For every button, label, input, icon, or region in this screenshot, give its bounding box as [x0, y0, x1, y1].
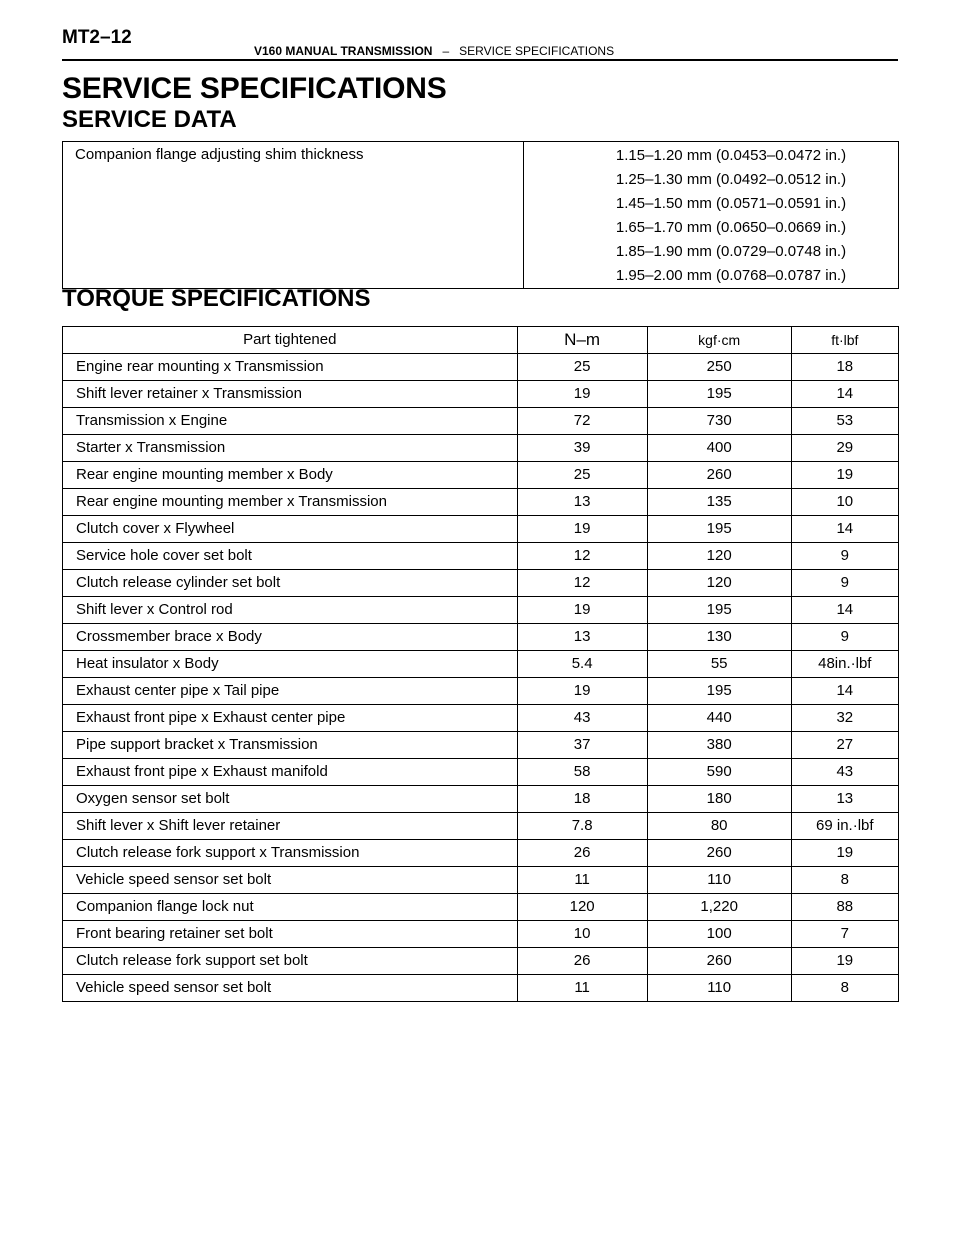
column-header-ft-lbf: ft·lbf: [791, 327, 898, 354]
torque-kgf-cm: 730: [647, 408, 791, 435]
torque-ft-lbf: 32: [791, 705, 898, 732]
table-row: [63, 867, 899, 894]
torque-nm: 58: [517, 759, 647, 786]
part-name: Vehicle speed sensor set bolt: [63, 867, 518, 894]
torque-ft-lbf: 27: [791, 732, 898, 759]
table-row: [63, 921, 899, 948]
torque-ft-lbf: 14: [791, 516, 898, 543]
torque-kgf-cm: 260: [647, 840, 791, 867]
torque-ft-lbf: 29: [791, 435, 898, 462]
table-row: [63, 840, 899, 867]
torque-ft-lbf: 19: [791, 840, 898, 867]
service-data-table: [62, 141, 899, 289]
shim-thickness-value: 1.95–2.00 mm (0.0768–0.0787 in.): [615, 267, 847, 284]
torque-nm: 120: [517, 894, 647, 921]
torque-ft-lbf: 69 in.·lbf: [791, 813, 898, 840]
torque-kgf-cm: 380: [647, 732, 791, 759]
table-row: [63, 705, 899, 732]
torque-ft-lbf: 48in.·lbf: [791, 651, 898, 678]
table-row: [63, 786, 899, 813]
torque-kgf-cm: 590: [647, 759, 791, 786]
service-data-values: [524, 142, 899, 289]
torque-kgf-cm: 250: [647, 354, 791, 381]
torque-nm: 19: [517, 678, 647, 705]
torque-nm: 19: [517, 516, 647, 543]
table-row: [63, 597, 899, 624]
torque-nm: 7.8: [517, 813, 647, 840]
torque-nm: 72: [517, 408, 647, 435]
torque-kgf-cm: 195: [647, 516, 791, 543]
shim-thickness-value: 1.15–1.20 mm (0.0453–0.0472 in.): [615, 147, 847, 164]
part-name: Exhaust front pipe x Exhaust center pipe: [63, 705, 518, 732]
section-name: V160 MANUAL TRANSMISSION: [254, 44, 433, 58]
part-name: Transmission x Engine: [63, 408, 518, 435]
torque-kgf-cm: 135: [647, 489, 791, 516]
table-row: [63, 651, 899, 678]
torque-kgf-cm: 260: [647, 462, 791, 489]
part-name: Rear engine mounting member x Body: [63, 462, 518, 489]
page-number: MT2–12: [62, 27, 132, 48]
torque-specifications-heading: TORQUE SPECIFICATIONS: [62, 285, 371, 312]
shim-thickness-value: 1.85–1.90 mm (0.0729–0.0748 in.): [615, 243, 847, 260]
torque-ft-lbf: 14: [791, 678, 898, 705]
table-row: [63, 543, 899, 570]
service-data-heading: SERVICE DATA: [62, 106, 237, 133]
table-row: [63, 435, 899, 462]
table-row: [63, 975, 899, 1002]
torque-nm: 11: [517, 867, 647, 894]
torque-ft-lbf: 9: [791, 570, 898, 597]
part-name: Clutch release fork support set bolt: [63, 948, 518, 975]
torque-nm: 11: [517, 975, 647, 1002]
torque-nm: 19: [517, 381, 647, 408]
part-name: Clutch release fork support x Transmission: [63, 840, 518, 867]
shim-thickness-value: 1.45–1.50 mm (0.0571–0.0591 in.): [615, 195, 847, 212]
part-name: Crossmember brace x Body: [63, 624, 518, 651]
part-name: Starter x Transmission: [63, 435, 518, 462]
torque-ft-lbf: 9: [791, 543, 898, 570]
torque-ft-lbf: 10: [791, 489, 898, 516]
part-name: Companion flange lock nut: [63, 894, 518, 921]
page-header: [62, 24, 898, 62]
table-row: [63, 624, 899, 651]
torque-nm: 39: [517, 435, 647, 462]
part-name: Pipe support bracket x Transmission: [63, 732, 518, 759]
part-name: Exhaust front pipe x Exhaust manifold: [63, 759, 518, 786]
torque-kgf-cm: 110: [647, 975, 791, 1002]
part-name: Shift lever x Control rod: [63, 597, 518, 624]
part-name: Shift lever retainer x Transmission: [63, 381, 518, 408]
torque-table-body: [63, 354, 899, 1002]
torque-ft-lbf: 88: [791, 894, 898, 921]
torque-nm: 25: [517, 462, 647, 489]
torque-nm: 12: [517, 570, 647, 597]
page-title: SERVICE SPECIFICATIONS: [62, 72, 447, 105]
header-separator: –: [442, 44, 450, 58]
part-name: Rear engine mounting member x Transmission: [63, 489, 518, 516]
torque-nm: 13: [517, 624, 647, 651]
shim-thickness-value: 1.65–1.70 mm (0.0650–0.0669 in.): [615, 219, 847, 236]
part-name: Exhaust center pipe x Tail pipe: [63, 678, 518, 705]
torque-kgf-cm: 260: [647, 948, 791, 975]
torque-ft-lbf: 19: [791, 462, 898, 489]
torque-kgf-cm: 130: [647, 624, 791, 651]
column-header-part: Part tightened: [63, 327, 518, 354]
table-row: [63, 516, 899, 543]
torque-nm: 10: [517, 921, 647, 948]
subsection-name: SERVICE SPECIFICATIONS: [459, 44, 615, 58]
torque-kgf-cm: 120: [647, 570, 791, 597]
table-row: [63, 813, 899, 840]
torque-nm: 12: [517, 543, 647, 570]
torque-nm: 18: [517, 786, 647, 813]
table-row: [63, 732, 899, 759]
torque-kgf-cm: 120: [647, 543, 791, 570]
torque-kgf-cm: 400: [647, 435, 791, 462]
torque-nm: 25: [517, 354, 647, 381]
part-name: Vehicle speed sensor set bolt: [63, 975, 518, 1002]
torque-kgf-cm: 80: [647, 813, 791, 840]
part-name: Clutch release cylinder set bolt: [63, 570, 518, 597]
torque-kgf-cm: 110: [647, 867, 791, 894]
torque-kgf-cm: 195: [647, 678, 791, 705]
torque-ft-lbf: 14: [791, 381, 898, 408]
torque-nm: 13: [517, 489, 647, 516]
part-name: Shift lever x Shift lever retainer: [63, 813, 518, 840]
header-rule: [62, 59, 898, 61]
torque-nm: 43: [517, 705, 647, 732]
part-name: Clutch cover x Flywheel: [63, 516, 518, 543]
torque-ft-lbf: 18: [791, 354, 898, 381]
torque-kgf-cm: 195: [647, 381, 791, 408]
torque-nm: 26: [517, 948, 647, 975]
table-row: [63, 759, 899, 786]
torque-nm: 37: [517, 732, 647, 759]
torque-nm: 19: [517, 597, 647, 624]
part-name: Heat insulator x Body: [63, 651, 518, 678]
torque-kgf-cm: 180: [647, 786, 791, 813]
table-row: [63, 408, 899, 435]
table-row: [63, 489, 899, 516]
torque-ft-lbf: 19: [791, 948, 898, 975]
torque-ft-lbf: 53: [791, 408, 898, 435]
service-data-row: [63, 142, 899, 289]
torque-kgf-cm: 100: [647, 921, 791, 948]
running-title: [254, 44, 614, 58]
table-row: [63, 462, 899, 489]
part-name: Engine rear mounting x Transmission: [63, 354, 518, 381]
shim-thickness-value: 1.25–1.30 mm (0.0492–0.0512 in.): [615, 171, 847, 188]
table-row: [63, 570, 899, 597]
torque-ft-lbf: 9: [791, 624, 898, 651]
table-row: [63, 354, 899, 381]
table-row: [63, 894, 899, 921]
table-header-row: [63, 327, 899, 354]
table-row: [63, 948, 899, 975]
torque-nm: 5.4: [517, 651, 647, 678]
part-name: Oxygen sensor set bolt: [63, 786, 518, 813]
torque-ft-lbf: 13: [791, 786, 898, 813]
torque-kgf-cm: 195: [647, 597, 791, 624]
torque-ft-lbf: 43: [791, 759, 898, 786]
torque-ft-lbf: 7: [791, 921, 898, 948]
part-name: Front bearing retainer set bolt: [63, 921, 518, 948]
table-row: [63, 381, 899, 408]
torque-kgf-cm: 440: [647, 705, 791, 732]
torque-kgf-cm: 55: [647, 651, 791, 678]
column-header-nm: N–m: [517, 327, 647, 354]
torque-specifications-table: [62, 326, 899, 1002]
torque-ft-lbf: 8: [791, 975, 898, 1002]
part-name: Service hole cover set bolt: [63, 543, 518, 570]
column-header-kgf-cm: kgf·cm: [647, 327, 791, 354]
torque-nm: 26: [517, 840, 647, 867]
table-row: [63, 678, 899, 705]
torque-kgf-cm: 1,220: [647, 894, 791, 921]
service-data-item: Companion flange adjusting shim thickness: [63, 142, 524, 289]
torque-ft-lbf: 14: [791, 597, 898, 624]
torque-ft-lbf: 8: [791, 867, 898, 894]
